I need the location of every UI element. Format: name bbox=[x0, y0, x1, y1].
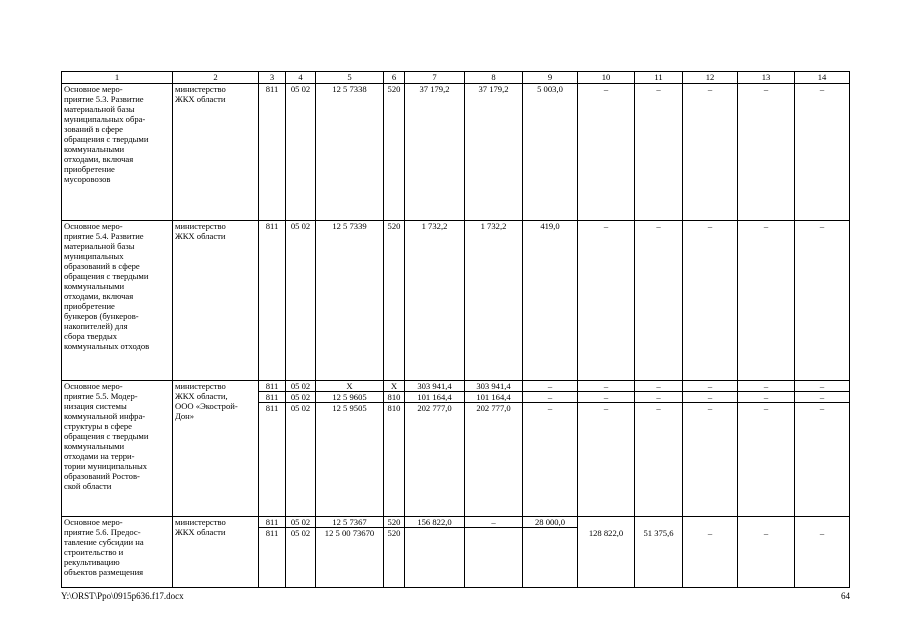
header-cell: 3 bbox=[259, 72, 286, 84]
cell-year bbox=[465, 528, 523, 588]
cell-value: – bbox=[763, 528, 769, 538]
cell-type: 520 bbox=[384, 517, 405, 528]
cell-year: – bbox=[795, 392, 850, 403]
cell-total: 156 822,0 bbox=[405, 517, 465, 528]
cell-target: 12 5 9505 bbox=[316, 403, 384, 517]
executor: министерство ЖКХ области bbox=[173, 84, 259, 221]
cell-section: 05 02 bbox=[286, 381, 316, 392]
cell-year: 28 000,0 bbox=[523, 517, 578, 528]
cell-year: – bbox=[738, 381, 795, 392]
cell-value: – bbox=[819, 528, 825, 538]
cell-year: – bbox=[578, 221, 635, 381]
cell-section: 05 02 bbox=[286, 528, 316, 588]
cell-year: – bbox=[795, 221, 850, 381]
cell-grbs: 811 bbox=[259, 221, 286, 381]
cell-section: 05 02 bbox=[286, 84, 316, 221]
cell-year: – bbox=[795, 84, 850, 221]
cell-value: – bbox=[707, 528, 713, 538]
cell-year: – bbox=[635, 221, 683, 381]
cell-total bbox=[405, 528, 465, 588]
cell-year: – bbox=[683, 221, 738, 381]
table-header-row bbox=[62, 72, 850, 84]
cell-year: 37 179,2 bbox=[465, 84, 523, 221]
cell-year: 5 003,0 bbox=[523, 84, 578, 221]
header-cell: 1 bbox=[62, 72, 173, 84]
cell-year: 303 941,4 bbox=[465, 381, 523, 392]
cell-year: – bbox=[683, 84, 738, 221]
cell-value: 51 375,6 bbox=[643, 528, 674, 538]
cell-year bbox=[683, 517, 738, 588]
executor: министерство ЖКХ области bbox=[173, 517, 259, 588]
table-row bbox=[62, 381, 850, 392]
budget-table bbox=[61, 71, 850, 588]
cell-type: 810 bbox=[384, 403, 405, 517]
cell-year: – bbox=[738, 403, 795, 517]
cell-grbs: 811 bbox=[259, 381, 286, 392]
header-cell: 7 bbox=[405, 72, 465, 84]
header-cell: 5 bbox=[316, 72, 384, 84]
cell-year bbox=[738, 517, 795, 588]
executor: министерство ЖКХ области, ООО «Экострой- Дон» bbox=[173, 381, 259, 517]
cell-year: – bbox=[738, 84, 795, 221]
cell-year: – bbox=[635, 392, 683, 403]
cell-grbs: 811 bbox=[259, 84, 286, 221]
table-row bbox=[62, 84, 850, 221]
cell-section: 05 02 bbox=[286, 392, 316, 403]
header-cell: 12 bbox=[683, 72, 738, 84]
cell-target: Х bbox=[316, 381, 384, 392]
cell-year bbox=[523, 528, 578, 588]
cell-year: 419,0 bbox=[523, 221, 578, 381]
cell-year: – bbox=[795, 381, 850, 392]
cell-target: 12 5 7367 bbox=[316, 517, 384, 528]
activity-name: Основное меро- приятие 5.6. Предос- тавление субсидии на строительство и рекультивацию объектов размещения bbox=[62, 517, 173, 588]
page-number: 64 bbox=[841, 591, 850, 601]
cell-target: 12 5 00 73670 bbox=[316, 528, 384, 588]
cell-year: – bbox=[523, 392, 578, 403]
cell-year: – bbox=[578, 403, 635, 517]
header-cell: 6 bbox=[384, 72, 405, 84]
cell-grbs: 811 bbox=[259, 517, 286, 528]
executor: министерство ЖКХ области bbox=[173, 221, 259, 381]
cell-year: – bbox=[578, 84, 635, 221]
cell-type: 520 bbox=[384, 84, 405, 221]
cell-value: 128 822,0 bbox=[588, 528, 624, 538]
cell-year: – bbox=[738, 392, 795, 403]
header-cell: 10 bbox=[578, 72, 635, 84]
cell-type: Х bbox=[384, 381, 405, 392]
cell-year: – bbox=[523, 381, 578, 392]
cell-year: – bbox=[635, 403, 683, 517]
activity-name: Основное меро- приятие 5.4. Развитие материальной базы муниципальных образований в сфере обращения с твердыми коммунальными отходами, включая приобретение бункеров (бункеров- накопителей) для сбора твердых коммунальных отходов bbox=[62, 221, 173, 381]
header-cell: 8 bbox=[465, 72, 523, 84]
cell-year bbox=[635, 517, 683, 588]
cell-year: – bbox=[465, 517, 523, 528]
cell-year: – bbox=[683, 403, 738, 517]
cell-year: 202 777,0 bbox=[465, 403, 523, 517]
cell-year: 101 164,4 bbox=[465, 392, 523, 403]
activity-name: Основное меро- приятие 5.5. Модер- низация системы коммунальной инфра- структуры в сфере обращения с твердыми коммунальными отходами на терри- тории муниципальных образований Ростов- ской области bbox=[62, 381, 173, 517]
cell-target: 12 5 9605 bbox=[316, 392, 384, 403]
cell-target: 12 5 7338 bbox=[316, 84, 384, 221]
cell-year: – bbox=[635, 84, 683, 221]
cell-target: 12 5 7339 bbox=[316, 221, 384, 381]
cell-grbs: 811 bbox=[259, 392, 286, 403]
cell-year bbox=[795, 517, 850, 588]
cell-year: – bbox=[738, 221, 795, 381]
header-cell: 14 bbox=[795, 72, 850, 84]
cell-year: 1 732,2 bbox=[465, 221, 523, 381]
cell-year: – bbox=[683, 392, 738, 403]
cell-section: 05 02 bbox=[286, 221, 316, 381]
cell-year: – bbox=[578, 381, 635, 392]
cell-year: – bbox=[795, 403, 850, 517]
cell-total: 202 777,0 bbox=[405, 403, 465, 517]
cell-grbs: 811 bbox=[259, 528, 286, 588]
cell-total: 1 732,2 bbox=[405, 221, 465, 381]
activity-name: Основное меро- приятие 5.3. Развитие материальной базы муниципальных обра- зований в сфере обращения с твердыми коммунальными отходами, включая приобретение мусоровозов bbox=[62, 84, 173, 221]
table-row bbox=[62, 221, 850, 381]
header-cell: 13 bbox=[738, 72, 795, 84]
cell-year: – bbox=[578, 392, 635, 403]
cell-year: – bbox=[523, 403, 578, 517]
footer-file-path: Y:\ORST\Ppo\0915p636.f17.docx bbox=[61, 591, 184, 601]
cell-total: 303 941,4 bbox=[405, 381, 465, 392]
cell-section: 05 02 bbox=[286, 403, 316, 517]
table-row bbox=[62, 517, 850, 528]
cell-total: 101 164,4 bbox=[405, 392, 465, 403]
header-cell: 2 bbox=[173, 72, 259, 84]
header-cell: 11 bbox=[635, 72, 683, 84]
header-cell: 4 bbox=[286, 72, 316, 84]
header-cell: 9 bbox=[523, 72, 578, 84]
cell-year bbox=[578, 517, 635, 588]
cell-type: 520 bbox=[384, 221, 405, 381]
cell-type: 520 bbox=[384, 528, 405, 588]
cell-type: 810 bbox=[384, 392, 405, 403]
cell-section: 05 02 bbox=[286, 517, 316, 528]
cell-year: – bbox=[683, 381, 738, 392]
cell-grbs: 811 bbox=[259, 403, 286, 517]
cell-year: – bbox=[635, 381, 683, 392]
cell-total: 37 179,2 bbox=[405, 84, 465, 221]
